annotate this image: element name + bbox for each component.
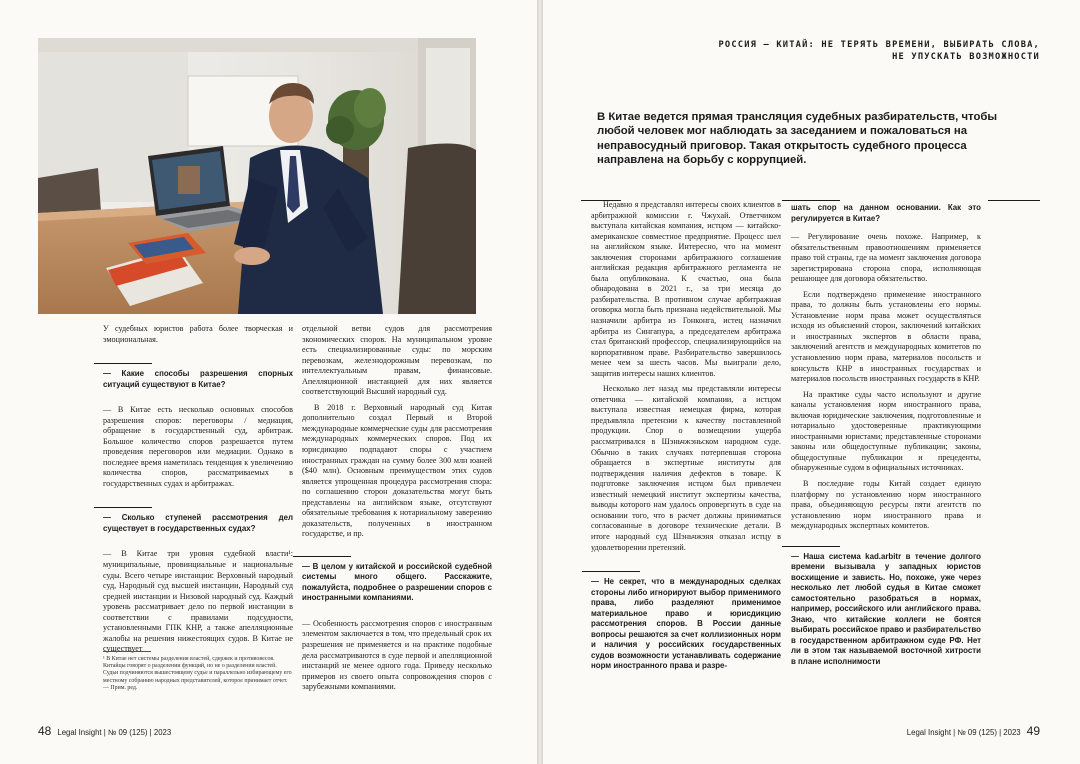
interview-question: шать спор на данном основании. Как это регулируется в Китае? <box>791 200 981 224</box>
right-column-1 <box>591 200 781 687</box>
paragraph: — Регулирование очень похоже. Например, к обязательственным правоотношениям применяется право той страны, где на момент заключения договора зарегистрирована сторона спора, исполняющая решающее для договора обязательство. <box>791 232 981 284</box>
footer-text: Legal Insight | № 09 (125) | 2023 <box>906 728 1021 737</box>
paragraph: Несколько лет назад мы представляли интересы ответчика — китайской компании, а истцом выступала известная немецкая фирма, которая предъявляла претензии к качеству поставленной продукции. Спор о возмещении ущерба рассматривался в Шэньчжэньском народном суде. Обычно в таких случаях потерпевшая сторона обращается в экспертные институты для подтверждения наличия дефектов в товаре. К подготовке заключения истцом был привлечен известный немецкий институт экспертизы качества, выводы которого нам удалось опровергнуть в суде на основании того, что в расчет должны приниматься согласованные в договоре технические детали. В итоге народный суд Шэньчжэня отказал истцу в удовлетворении претензий. <box>591 384 781 552</box>
paragraph: — Особенность рассмотрения споров с иностранным элементом заключается в том, что предельный срок их разрешения не применяется и на практике подобные дела рассматриваются в суде первой и апелляционной инстанций не менее одного года. Приведу несколько примеров из своего опыта сопровождения споров с зарубежными компаниями. <box>302 618 492 692</box>
paragraph: — В Китае три уровня судебной власти¹: муниципальные, провинциальные и национальные суды. Всего четыре инстанции: Верховный народный суд, Народный суд высшей инстанции, Народный суд средней инстанции и Низовой народный суд. Каждый уровень рассматривает дело по первой инстанции в соответствии с правилами подсудности, установленными ГПК КНР, а также апелляционные жалобы на решения нижестоящих судов. В Китае не существует <box>103 549 293 654</box>
interview-question: — Сколько ступеней рассмотрения дел существует в государственных судах? <box>103 507 293 534</box>
paragraph: — В Китае есть несколько основных способов разрешения споров: переговоры / медиация, обращение в государственный суд, арбитраж. Большое количество споров разрешается путем проведения переговоров или медиации. Однако в последнее время наметилась тенденция к увеличению количества споров, рассматриваемых в государственных судах и арбитражах. <box>103 405 293 488</box>
paragraph: Недавно я представлял интересы своих клиентов в арбитражной комиссии г. Чжухай. Ответчиком выступала китайская компания, истцом — китайско-американское совместное предприятие. Процесс шел на английском языке. Интересно, что на момент заключения сторонами арбитражного соглашения английская редакция арбитражного регламента не была опубликована. К счастью, она была обнародована в 2021 г., за три месяца до разбирательства. В противном случае арбитражная оговорка могла быть признана недействительной. Мы назначили арбитра из Гонконга, истец назначил арбитра из Сингапура, а председателем арбитража стал британский профессор, специализирующийся на корпоративном праве. Разбирательство завершилось менее чем за шесть часов. Мы выиграли дело, защитив интересы наших клиентов. <box>591 200 781 378</box>
footer-text: Legal Insight | № 09 (125) | 2023 <box>57 728 172 737</box>
left-page <box>0 0 537 764</box>
interview-question: — Какие способы разрешения спорных ситуаций существуют в Китае? <box>103 363 293 390</box>
left-footer <box>38 724 171 738</box>
running-head: РОССИЯ – КИТАЙ: НЕ ТЕРЯТЬ ВРЕМЕНИ, ВЫБИРАТЬ СЛОВА, НЕ УПУСКАТЬ ВОЗМОЖНОСТИ <box>718 40 1040 62</box>
paragraph: На практике суды часто используют и другие каналы установления норм иностранного права, включая юридические заключения, подготовленные и нотариально удостоверенные практикующими иностранными юристами; представленные сторонами законы или общедоступные публикации; законы, общедоступные публикации и прецеденты, обнаруженные судом в официальных источниках. <box>791 389 981 473</box>
interview-question: — Наша система kad.arbitr в течение долгого времени вызывала у западных юристов восхищение и зависть. Но, похоже, уже через несколько лет любой судья в Китае сможет самостоятельно разобраться в нормах, например, российского или английского права. Знаю, что китайские коллеги не боятся выбирать российское право и разбирательство в государственном арбитражном суде РФ. Нет ли в этом так называемой восточной хитрости в плане исполнимости <box>791 546 981 668</box>
page-number: 49 <box>1026 724 1040 738</box>
right-column-2 <box>791 200 981 682</box>
paragraph: В последние годы Китай создает единую платформу по установлению норм иностранного права, объединяющую ресурсы пяти агентств по установлению норм иностранного права и международных экспертных комитетов. <box>791 479 981 531</box>
right-footer <box>907 724 1040 738</box>
interview-photo <box>38 38 476 314</box>
paragraph: отдельной ветви судов для рассмотрения экономических споров. На муниципальном уровне есть специализированные суды: по морским перевозкам, железнодорожным перевозкам, по интеллектуальным правам, финансовые. Апелляционной инстанцией для них является соответствующий Высший народный суд. <box>302 324 492 397</box>
paragraph: Если подтверждено применение иностранного права, то должны быть установлены его нормы. Установление норм права может осуществляться исходя из объяснений сторон, заключений китайских и иностранных экспертов в области права, заключений агентств и международных комитетов по установлению норм права, материалов посольств и консульств КНР в иностранных государствах и материалов посольств иностранных государств в КНР. <box>791 289 981 384</box>
right-page <box>543 0 1080 764</box>
paragraph: У судебных юристов работа более творческая и эмоциональная. <box>103 324 293 344</box>
lead-quote: В Китае ведется прямая трансляция судебных разбирательств, чтобы любой человек мог наблюдать за заседанием и пожаловаться на неправосудный приговор. Такая открытость судебного процесса направлена на борьбу с коррупцией. <box>597 111 998 166</box>
interview-question: — Не секрет, что в международных сделках стороны либо игнорируют выбор применимого права, либо разделяют применимое материальное право и юрисдикцию рассмотрения споров. В России данные вопросы решаются за счет коллизионных норм и наличия у российских государственных судов возможности устанавливать содержание норм иностранного права и разре- <box>591 571 781 672</box>
paragraph: В 2018 г. Верховный народный суд Китая дополнительно создал Первый и Второй международные коммерческие суды для рассмотрения международных коммерческих споров. Под их юрисдикцию подпадают споры с участием иностранных граждан на сумму более 300 млн юаней ($40 млн). Основным преимуществом этих судов является упрощенная процедура рассмотрения спора: по соглашению сторон доказательства могут быть представлены на английском языке, отсутствуют обязательные требования к нотариальному заверению доказательств, полученных в иностранном государстве, и пр. <box>302 402 492 539</box>
interview-question: — В целом у китайской и российской судебной системы много общего. Расскажите, пожалуйста, подробнее о разрешении споров с иностранными компаниями. <box>302 556 492 604</box>
footnote: ¹ В Китае нет системы разделения властей, сдержек и противовесов. Китайцы говорят о разделении функций, но не о разделении властей. Судьи подчиняются вышестоящему судье и параллельно избирающему его местному собранию народных представителей, которое принимает отчет. — Прим. ред. <box>103 656 292 691</box>
column-rule <box>988 200 1040 201</box>
left-column-1 <box>103 324 293 660</box>
page-number: 48 <box>38 724 52 738</box>
left-column-2 <box>302 324 492 698</box>
